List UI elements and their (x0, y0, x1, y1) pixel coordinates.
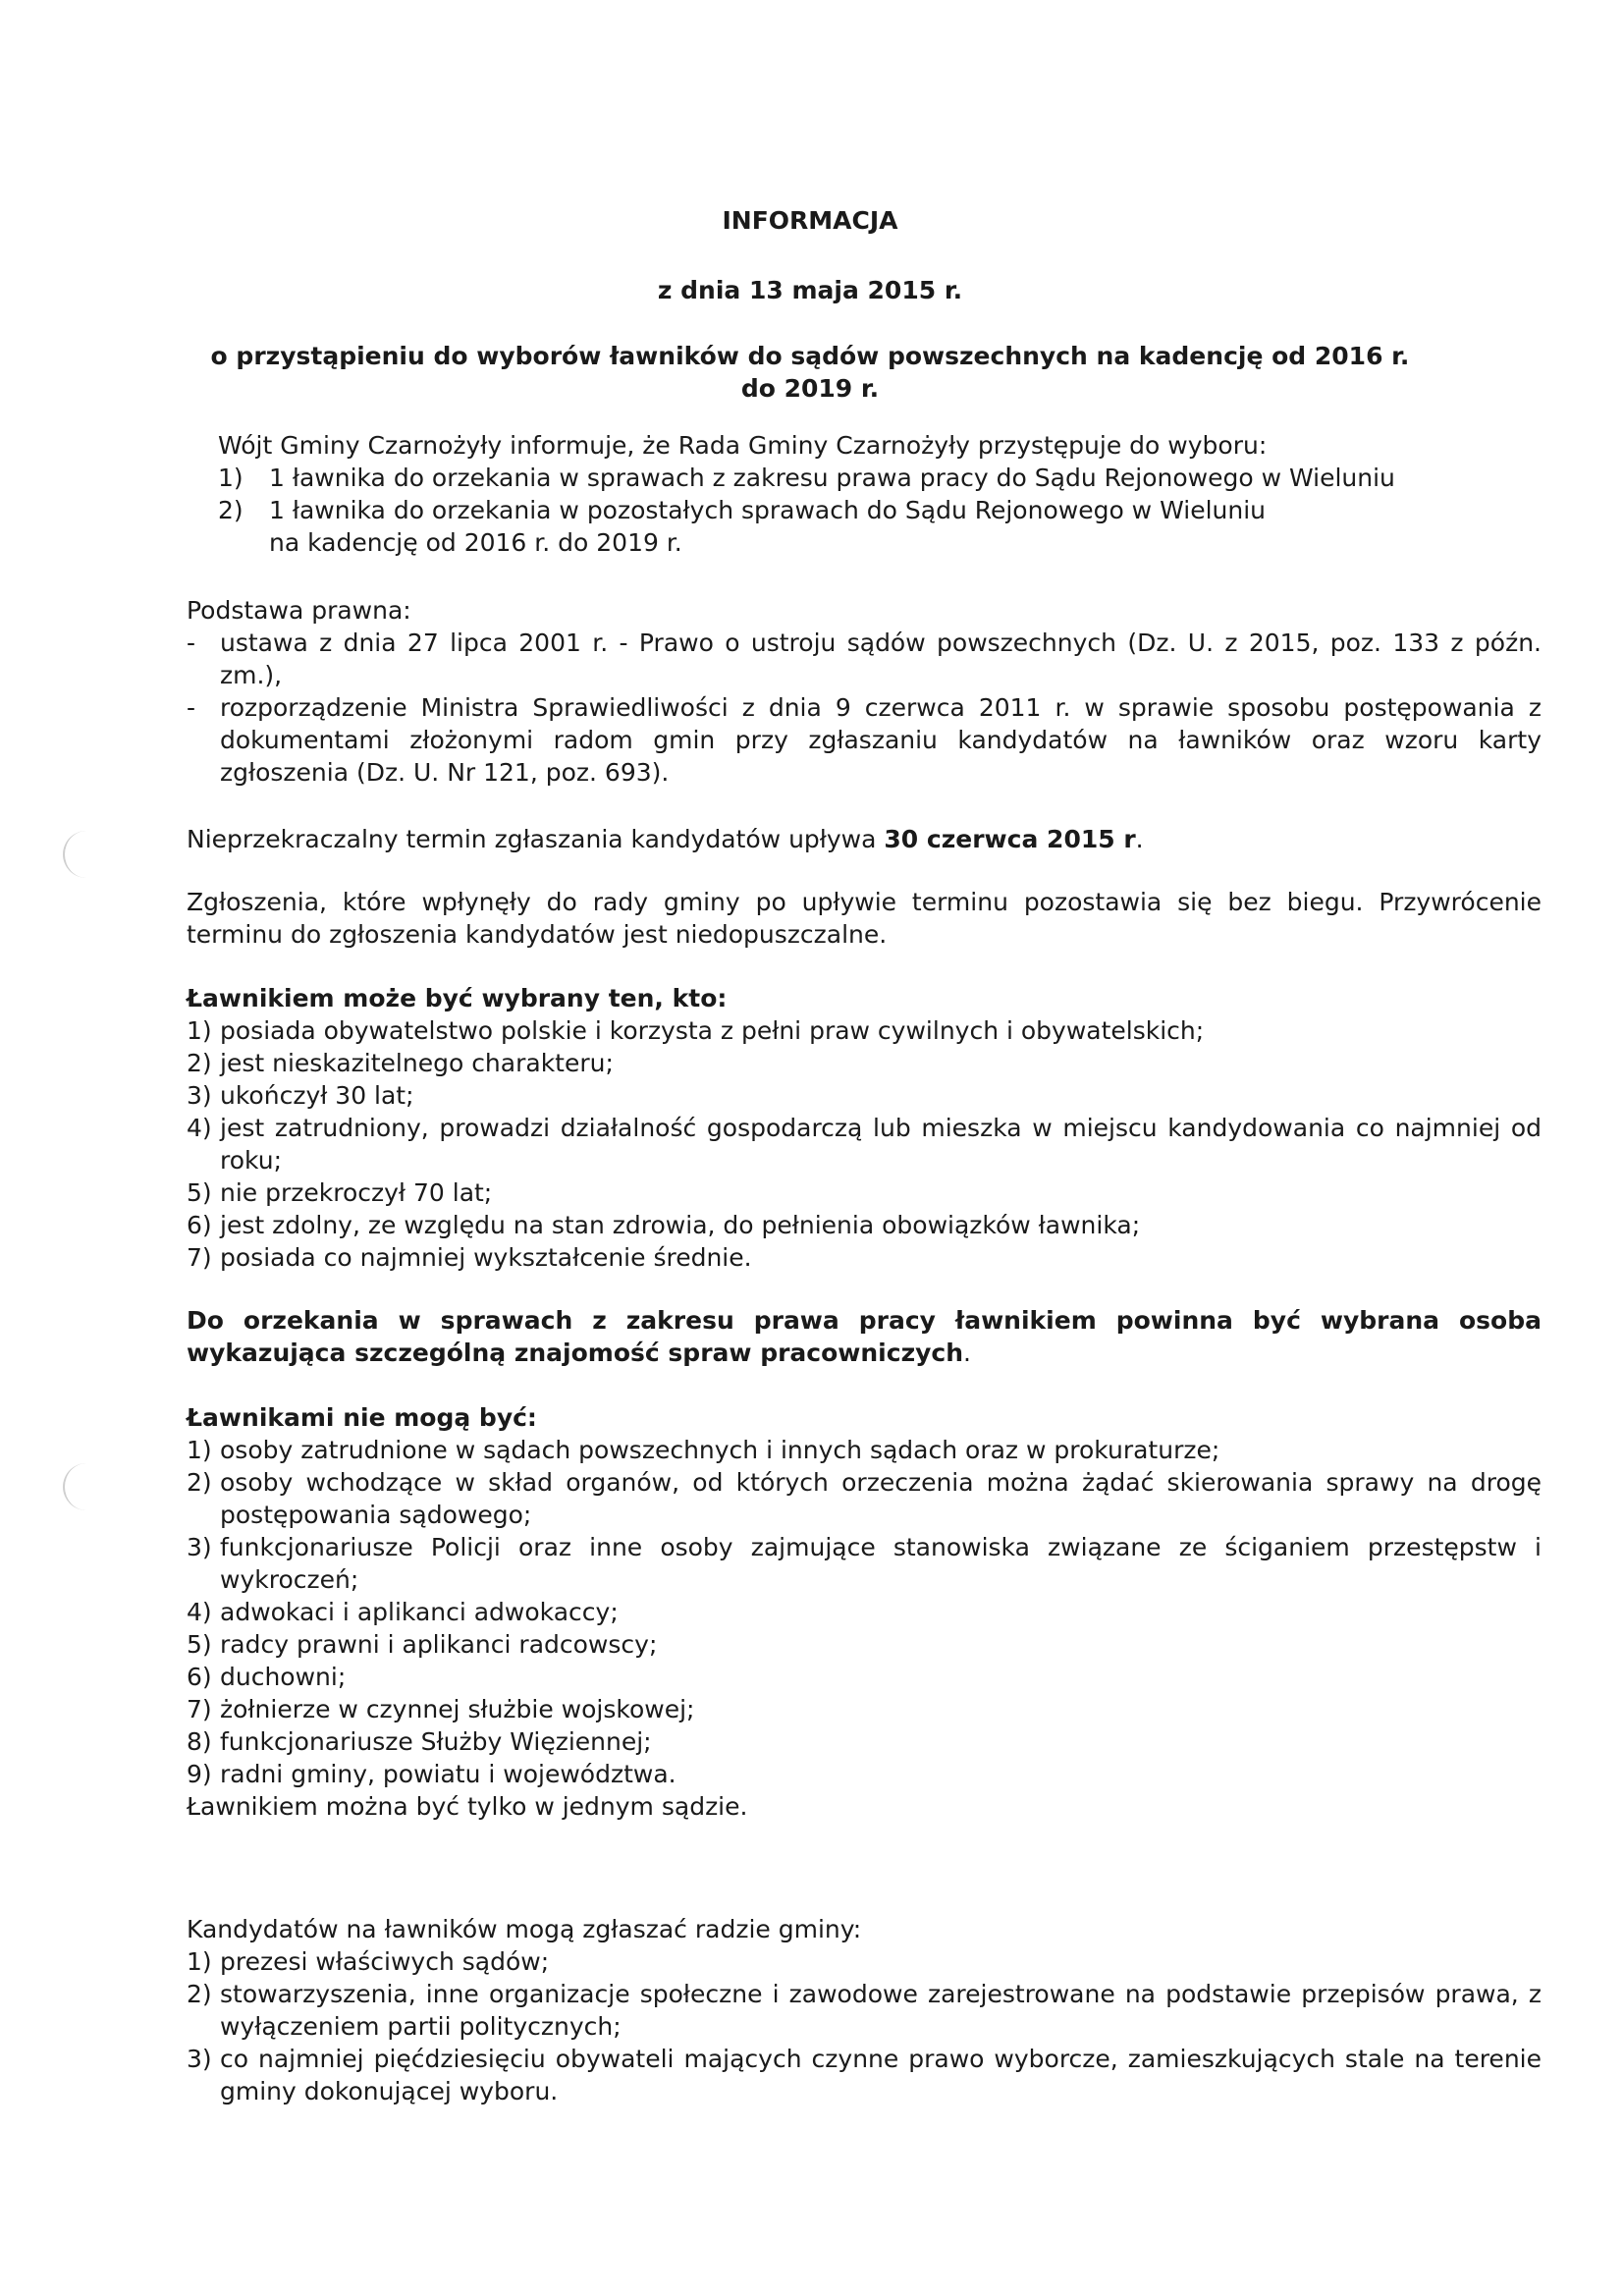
list-item (187, 1531, 1542, 1596)
document-date: z dnia 13 maja 2015 r. (657, 276, 963, 304)
list-item (187, 1978, 1542, 2043)
list-number: 1) (187, 1436, 212, 1464)
list-dash: - (187, 693, 196, 722)
legal-basis-heading: Podstawa prawna: (187, 596, 411, 625)
list-text: 1 ławnika do orzekania w pozostałych sprawach do Sądu Rejonowego w Wieluniu (269, 496, 1267, 524)
list-item (187, 1596, 1542, 1628)
late-notice-paragraph: Zgłoszenia, które wpłynęły do rady gminy po upływie terminu pozostawia się bez biegu. Przywrócenie terminu do zgłoszenia kandydatów jest niedopuszczalne. (187, 888, 1542, 949)
list-item (187, 1047, 1542, 1079)
list-text: posiada obywatelstwo polskie i korzysta z pełni praw cywilnych i obywatelskich; (220, 1016, 1205, 1045)
list-number: 2) (218, 496, 243, 524)
intro-section (218, 429, 1542, 559)
document-subject (147, 340, 1473, 405)
list-dash: - (187, 629, 196, 657)
list-number: 5) (187, 1178, 212, 1207)
document-title: INFORMACJA (722, 206, 898, 235)
list-text: radni gminy, powiatu i województwa. (220, 1760, 676, 1788)
list-text: posiada co najmniej wykształcenie średnie. (220, 1243, 752, 1272)
list-text: jest nieskazitelnego charakteru; (220, 1049, 614, 1077)
list-number: 3) (187, 2045, 212, 2073)
list-number: 4) (187, 1598, 212, 1626)
list-number: 2) (187, 1980, 212, 2008)
deadline-date: 30 czerwca 2015 r (884, 825, 1136, 853)
list-number: 9) (187, 1760, 212, 1788)
list-text: co najmniej pięćdziesięciu obywateli mających czynne prawo wyborcze, zamieszkujących stale na terenie gminy dokonującej wyboru. (220, 2045, 1542, 2105)
list-item (187, 1112, 1542, 1176)
list-number: 3) (187, 1533, 212, 1561)
list-item (187, 1758, 1542, 1790)
list-text: rozporządzenie Ministra Sprawiedliwości z dnia 9 czerwca 2011 r. w sprawie sposobu postępowania z dokumentami złożonymi radom gmin przy zgłaszaniu kandydatów na ławników oraz wzoru karty zgłoszenia (Dz. U. Nr 121, poz. 693). (220, 693, 1542, 787)
exclusions-heading: Ławnikami nie mogą być: (187, 1403, 537, 1432)
list-text: osoby wchodzące w skład organów, od których orzeczenia można żądać skierowania sprawy na drogę postępowania sądowego; (220, 1468, 1542, 1529)
intro-tail: na kadencję od 2016 r. do 2019 r. (269, 528, 682, 557)
labor-note-paragraph (187, 1304, 1542, 1369)
list-item (218, 494, 1542, 526)
list-text: jest zatrudniony, prowadzi działalność gospodarczą lub mieszka w miejscu kandydowania co najmniej od roku; (220, 1114, 1542, 1175)
list-text: funkcjonariusze Policji oraz inne osoby zajmujące stanowiska związane ze ściganiem przestępstw i wykroczeń; (220, 1533, 1542, 1594)
deadline-end: . (1135, 825, 1144, 853)
eligibility-section (187, 982, 1542, 1274)
list-item (187, 1434, 1542, 1466)
list-text: osoby zatrudnione w sądach powszechnych i innych sądach oraz w prokuraturze; (220, 1436, 1220, 1464)
list-number: 7) (187, 1243, 212, 1272)
exclusions-section (187, 1401, 1542, 1823)
labor-note-text: Do orzekania w sprawach z zakresu prawa pracy ławnikiem powinna być wybrana osoba wykazująca szczególną znajomość spraw pracowniczych (187, 1306, 1542, 1367)
list-text: radcy prawni i aplikanci radcowscy; (220, 1630, 658, 1659)
list-item (187, 1209, 1542, 1241)
list-item (218, 462, 1542, 494)
list-number: 5) (187, 1630, 212, 1659)
list-text: ustawa z dnia 27 lipca 2001 r. - Prawo o ustroju sądów powszechnych (Dz. U. z 2015, poz. 133 z późn. zm.), (220, 629, 1542, 689)
subject-line: do 2019 r. (740, 374, 880, 403)
punch-hole-mark (63, 1463, 90, 1510)
punch-hole-mark (63, 831, 90, 878)
list-number: 2) (187, 1049, 212, 1077)
legal-basis-item (187, 627, 1542, 691)
list-number: 7) (187, 1695, 212, 1723)
legal-basis-item (187, 691, 1542, 789)
subject-line: o przystąpieniu do wyborów ławników do sądów powszechnych na kadencję od 2016 r. (210, 342, 1410, 370)
labor-note-end: . (963, 1339, 971, 1367)
list-text: ukończył 30 lat; (220, 1081, 414, 1110)
list-item (187, 1725, 1542, 1758)
list-item (187, 1241, 1542, 1274)
list-number: 4) (187, 1114, 212, 1142)
list-text: prezesi właściwych sądów; (220, 1947, 550, 1976)
list-item (187, 1466, 1542, 1531)
list-number: 1) (187, 1947, 212, 1976)
list-item (187, 1628, 1542, 1661)
list-number: 8) (187, 1727, 212, 1756)
list-number: 6) (187, 1211, 212, 1239)
list-number: 1) (187, 1016, 212, 1045)
list-item (187, 1079, 1542, 1112)
list-number: 6) (187, 1663, 212, 1691)
nominators-heading: Kandydatów na ławników mogą zgłaszać radzie gminy: (187, 1915, 862, 1943)
nominators-section (187, 1913, 1542, 2107)
list-number: 2) (187, 1468, 212, 1497)
list-text: 1 ławnika do orzekania w sprawach z zakresu prawa pracy do Sądu Rejonowego w Wieluniu (269, 464, 1395, 492)
list-text: jest zdolny, ze względu na stan zdrowia, do pełnienia obowiązków ławnika; (220, 1211, 1141, 1239)
list-number: 3) (187, 1081, 212, 1110)
list-item (187, 1661, 1542, 1693)
list-item (187, 1945, 1542, 1978)
list-item (187, 1693, 1542, 1725)
list-text: funkcjonariusze Służby Więziennej; (220, 1727, 652, 1756)
list-item (187, 2043, 1542, 2107)
exclusions-footer: Ławnikiem można być tylko w jednym sądzie. (187, 1792, 748, 1821)
list-text: duchowni; (220, 1663, 347, 1691)
deadline-paragraph (187, 823, 1542, 855)
list-item (187, 1014, 1542, 1047)
deadline-text: Nieprzekraczalny termin zgłaszania kandydatów upływa (187, 825, 885, 853)
list-item (187, 1176, 1542, 1209)
legal-basis-section (187, 594, 1542, 789)
list-text: nie przekroczył 70 lat; (220, 1178, 493, 1207)
eligibility-heading: Ławnikiem może być wybrany ten, kto: (187, 984, 728, 1012)
list-number: 1) (218, 464, 243, 492)
list-text: adwokaci i aplikanci adwokaccy; (220, 1598, 619, 1626)
intro-lead: Wójt Gminy Czarnożyły informuje, że Rada Gminy Czarnożyły przystępuje do wyboru: (218, 431, 1268, 460)
list-text: stowarzyszenia, inne organizacje społeczne i zawodowe zarejestrowane na podstawie przepisów prawa, z wyłączeniem partii politycznych; (220, 1980, 1542, 2041)
list-text: żołnierze w czynnej służbie wojskowej; (220, 1695, 695, 1723)
